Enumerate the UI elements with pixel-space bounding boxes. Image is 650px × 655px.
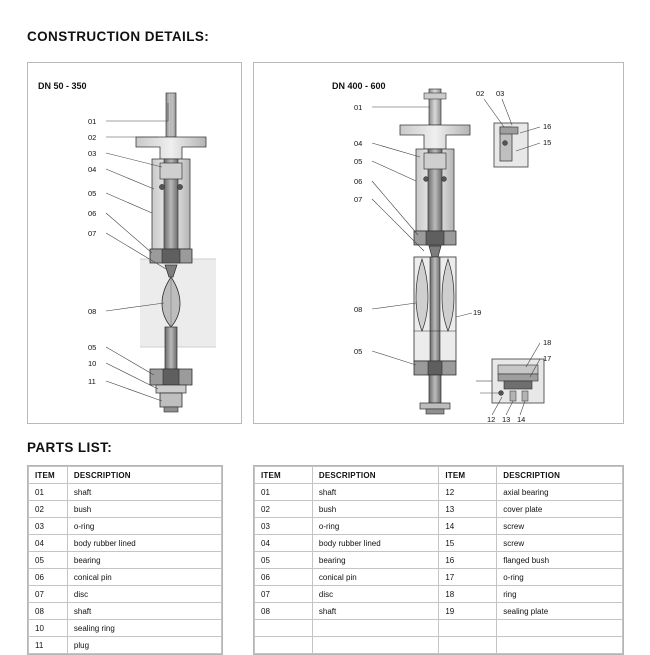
cell-item-2: 17 (439, 569, 497, 586)
cell-item-1: 07 (255, 586, 313, 603)
cell-item-2 (439, 637, 497, 654)
cell-item: 02 (29, 501, 68, 518)
column-header-item-1: ITEM (255, 467, 313, 484)
cell-item: 10 (29, 620, 68, 637)
cell-item-2: 14 (439, 518, 497, 535)
cell-item-1: 06 (255, 569, 313, 586)
cell-item: 05 (29, 552, 68, 569)
cell-description-1: disc (312, 586, 438, 603)
table-row (255, 535, 623, 552)
cell-item: 08 (29, 603, 68, 620)
cell-item-2 (439, 620, 497, 637)
table-row (255, 501, 623, 518)
cell-description-1 (312, 620, 438, 637)
valve-section-drawing-left (28, 63, 243, 425)
cell-item-1: 02 (255, 501, 313, 518)
callout-left-08: 08 (88, 307, 97, 316)
callout-right-04: 04 (354, 139, 363, 148)
dn-range-label-right: DN 400 - 600 (332, 81, 386, 91)
cell-item: 11 (29, 637, 68, 654)
callout-left-05b: 05 (88, 343, 97, 352)
cell-description: shaft (67, 603, 221, 620)
callout-right-12: 12 (487, 415, 496, 424)
cell-description: disc (67, 586, 221, 603)
cell-description-2: sealing plate (497, 603, 623, 620)
cell-item-1: 08 (255, 603, 313, 620)
page-title-parts-list: PARTS LIST: (27, 440, 113, 455)
cell-item: 06 (29, 569, 68, 586)
cell-description-1: shaft (312, 603, 438, 620)
cell-description-2: flanged bush (497, 552, 623, 569)
dn-range-label-left: DN 50 - 350 (38, 81, 87, 91)
column-header-item: ITEM (29, 467, 68, 484)
table-row (255, 484, 623, 501)
callout-right-07: 07 (354, 195, 363, 204)
cell-description-1: bush (312, 501, 438, 518)
cell-description: conical pin (67, 569, 221, 586)
callout-right-02: 02 (476, 89, 485, 98)
table-row (29, 637, 222, 654)
cell-description: o-ring (67, 518, 221, 535)
callout-left-01: 01 (88, 117, 97, 126)
cell-description-2: o-ring (497, 569, 623, 586)
cell-item-2: 15 (439, 535, 497, 552)
callout-right-13: 13 (502, 415, 511, 424)
cell-description-2 (497, 637, 623, 654)
cell-description-1: shaft (312, 484, 438, 501)
table-row (255, 586, 623, 603)
cell-description-2 (497, 620, 623, 637)
parts-list-table-left (27, 465, 223, 655)
table-row (29, 535, 222, 552)
callout-right-03: 03 (496, 89, 505, 98)
cell-item-1 (255, 620, 313, 637)
cell-description-1 (312, 637, 438, 654)
table-row (29, 603, 222, 620)
cell-description: bush (67, 501, 221, 518)
table-row (29, 501, 222, 518)
callout-right-06: 06 (354, 177, 363, 186)
callout-right-16: 16 (543, 122, 552, 131)
callout-left-03: 03 (88, 149, 97, 158)
table-row (255, 637, 623, 654)
callout-right-19: 19 (473, 308, 482, 317)
table-row (255, 620, 623, 637)
drawing-panel-dn50-350 (27, 62, 242, 424)
callout-left-04: 04 (88, 165, 97, 174)
callout-left-10: 10 (88, 359, 97, 368)
cell-description-1: o-ring (312, 518, 438, 535)
table-row (29, 569, 222, 586)
cell-item: 03 (29, 518, 68, 535)
cell-description-1: body rubber lined (312, 535, 438, 552)
cell-item-2: 13 (439, 501, 497, 518)
callout-right-14: 14 (517, 415, 526, 424)
cell-item: 01 (29, 484, 68, 501)
cell-description-2: axial bearing (497, 484, 623, 501)
drawing-panel-dn400-600 (253, 62, 624, 424)
cell-item-1: 04 (255, 535, 313, 552)
table-row (29, 586, 222, 603)
table-row (29, 552, 222, 569)
column-header-description: DESCRIPTION (67, 467, 221, 484)
callout-right-15: 15 (543, 138, 552, 147)
callout-right-05: 05 (354, 157, 363, 166)
page-title-construction-details: CONSTRUCTION DETAILS: (27, 29, 210, 44)
cell-item-1 (255, 637, 313, 654)
parts-list-table-right (253, 465, 624, 655)
table-row (255, 569, 623, 586)
table-row (29, 620, 222, 637)
table-row (255, 603, 623, 620)
cell-description-2: screw (497, 518, 623, 535)
callout-right-01: 01 (354, 103, 363, 112)
cell-description-2: cover plate (497, 501, 623, 518)
cell-item: 04 (29, 535, 68, 552)
cell-description-2: ring (497, 586, 623, 603)
cell-item-2: 12 (439, 484, 497, 501)
valve-section-drawing-right (254, 63, 625, 425)
cell-item-1: 03 (255, 518, 313, 535)
callout-left-05: 05 (88, 189, 97, 198)
table-row (255, 552, 623, 569)
cell-description: shaft (67, 484, 221, 501)
cell-description: body rubber lined (67, 535, 221, 552)
cell-description-1: bearing (312, 552, 438, 569)
cell-description: plug (67, 637, 221, 654)
cell-description: sealing ring (67, 620, 221, 637)
callout-right-18: 18 (543, 338, 552, 347)
cell-item: 07 (29, 586, 68, 603)
callout-right-08: 08 (354, 305, 363, 314)
cell-item-1: 01 (255, 484, 313, 501)
column-header-description-1: DESCRIPTION (312, 467, 438, 484)
cell-description-1: conical pin (312, 569, 438, 586)
cell-description: bearing (67, 552, 221, 569)
table-row (255, 518, 623, 535)
column-header-item-2: ITEM (439, 467, 497, 484)
callout-left-07: 07 (88, 229, 97, 238)
table-row (29, 518, 222, 535)
table-header-row (29, 467, 222, 484)
callout-left-06: 06 (88, 209, 97, 218)
table-header-row (255, 467, 623, 484)
cell-item-2: 18 (439, 586, 497, 603)
cell-item-2: 16 (439, 552, 497, 569)
cell-description-2: screw (497, 535, 623, 552)
callout-right-05b: 05 (354, 347, 363, 356)
callout-right-17: 17 (543, 354, 552, 363)
callout-left-11: 11 (88, 377, 96, 386)
column-header-description-2: DESCRIPTION (497, 467, 623, 484)
cell-item-1: 05 (255, 552, 313, 569)
callout-left-02: 02 (88, 133, 97, 142)
table-row (29, 484, 222, 501)
cell-item-2: 19 (439, 603, 497, 620)
